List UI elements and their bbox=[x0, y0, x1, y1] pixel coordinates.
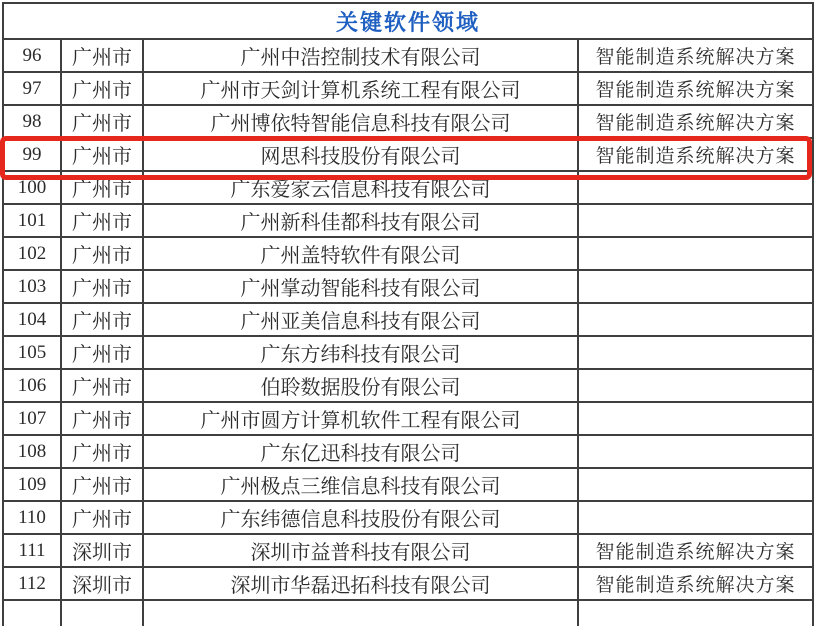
table-row bbox=[3, 402, 813, 435]
company-name-cell: 广东纬德信息科技股份有限公司 bbox=[143, 501, 578, 534]
solution-cell bbox=[578, 501, 813, 534]
company-name-cell: 深圳市华磊迅拓科技有限公司 bbox=[143, 567, 578, 600]
row-number-cell: 96 bbox=[3, 39, 61, 72]
city-cell: 广州市 bbox=[61, 138, 143, 171]
row-number-cell: 108 bbox=[3, 435, 61, 468]
table-row bbox=[3, 39, 813, 72]
company-name-cell: 广东亿迅科技有限公司 bbox=[143, 435, 578, 468]
row-number-cell: 98 bbox=[3, 105, 61, 138]
row-number-cell: 102 bbox=[3, 237, 61, 270]
city-cell: 深圳市 bbox=[61, 534, 143, 567]
row-number-cell: 101 bbox=[3, 204, 61, 237]
solution-cell: 智能制造系统解决方案 bbox=[578, 72, 813, 105]
row-number-cell: 100 bbox=[3, 171, 61, 204]
solution-cell bbox=[578, 204, 813, 237]
company-name-cell: 广州掌动智能科技有限公司 bbox=[143, 270, 578, 303]
city-cell: 广州市 bbox=[61, 369, 143, 402]
city-cell: 广州市 bbox=[61, 402, 143, 435]
solution-cell bbox=[578, 336, 813, 369]
company-name-cell: 伯聆数据股份有限公司 bbox=[143, 369, 578, 402]
table-row bbox=[3, 270, 813, 303]
city-cell: 广州市 bbox=[61, 270, 143, 303]
solution-cell bbox=[578, 369, 813, 402]
row-number-cell: 104 bbox=[3, 303, 61, 336]
solution-cell bbox=[578, 600, 813, 626]
city-cell: 广州市 bbox=[61, 105, 143, 138]
solution-cell bbox=[578, 237, 813, 270]
city-cell: 广州市 bbox=[61, 39, 143, 72]
city-cell: 广州市 bbox=[61, 204, 143, 237]
city-cell: 广州市 bbox=[61, 501, 143, 534]
solution-cell bbox=[578, 468, 813, 501]
company-name-cell: 广州市圆方计算机软件工程有限公司 bbox=[143, 402, 578, 435]
table-row bbox=[3, 435, 813, 468]
company-name-cell: 广东爱家云信息科技有限公司 bbox=[143, 171, 578, 204]
row-number-cell: 103 bbox=[3, 270, 61, 303]
table-row bbox=[3, 468, 813, 501]
solution-cell bbox=[578, 270, 813, 303]
table-row bbox=[3, 72, 813, 105]
company-name-cell: 广州市天剑计算机系统工程有限公司 bbox=[143, 72, 578, 105]
partial-table-row bbox=[3, 600, 813, 626]
row-number-cell bbox=[3, 600, 61, 626]
table-row bbox=[3, 501, 813, 534]
company-name-cell: 广州博依特智能信息科技有限公司 bbox=[143, 105, 578, 138]
row-number-cell: 112 bbox=[3, 567, 61, 600]
row-number-cell: 106 bbox=[3, 369, 61, 402]
city-cell: 广州市 bbox=[61, 72, 143, 105]
table-row bbox=[3, 204, 813, 237]
city-cell: 广州市 bbox=[61, 336, 143, 369]
table-row bbox=[3, 534, 813, 567]
company-name-cell: 广州中浩控制技术有限公司 bbox=[143, 39, 578, 72]
company-name-cell: 广东方纬科技有限公司 bbox=[143, 336, 578, 369]
solution-cell bbox=[578, 402, 813, 435]
row-number-cell: 99 bbox=[3, 138, 61, 171]
key-software-table bbox=[2, 2, 814, 626]
table-row bbox=[3, 105, 813, 138]
company-name-cell: 深圳市益普科技有限公司 bbox=[143, 534, 578, 567]
title-row bbox=[3, 3, 813, 39]
company-name-cell: 广州极点三维信息科技有限公司 bbox=[143, 468, 578, 501]
company-name-cell: 网思科技股份有限公司 bbox=[143, 138, 578, 171]
row-number-cell: 107 bbox=[3, 402, 61, 435]
city-cell: 广州市 bbox=[61, 237, 143, 270]
table-row bbox=[3, 237, 813, 270]
company-name-cell: 广州盖特软件有限公司 bbox=[143, 237, 578, 270]
solution-cell: 智能制造系统解决方案 bbox=[578, 138, 813, 171]
solution-cell bbox=[578, 171, 813, 204]
table-title: 关键软件领域 bbox=[3, 3, 813, 39]
solution-cell bbox=[578, 435, 813, 468]
table-row bbox=[3, 336, 813, 369]
city-cell: 广州市 bbox=[61, 435, 143, 468]
company-name-cell: 广州新科佳都科技有限公司 bbox=[143, 204, 578, 237]
city-cell: 广州市 bbox=[61, 468, 143, 501]
table-row bbox=[3, 303, 813, 336]
solution-cell: 智能制造系统解决方案 bbox=[578, 39, 813, 72]
city-cell: 深圳市 bbox=[61, 567, 143, 600]
solution-cell bbox=[578, 303, 813, 336]
table-row bbox=[3, 171, 813, 204]
company-name-cell bbox=[143, 600, 578, 626]
row-number-cell: 111 bbox=[3, 534, 61, 567]
table-body bbox=[3, 39, 813, 626]
solution-cell: 智能制造系统解决方案 bbox=[578, 105, 813, 138]
city-cell bbox=[61, 600, 143, 626]
solution-cell: 智能制造系统解决方案 bbox=[578, 534, 813, 567]
table-row bbox=[3, 138, 813, 171]
solution-cell: 智能制造系统解决方案 bbox=[578, 567, 813, 600]
row-number-cell: 97 bbox=[3, 72, 61, 105]
row-number-cell: 105 bbox=[3, 336, 61, 369]
table-row bbox=[3, 369, 813, 402]
company-name-cell: 广州亚美信息科技有限公司 bbox=[143, 303, 578, 336]
row-number-cell: 109 bbox=[3, 468, 61, 501]
row-number-cell: 110 bbox=[3, 501, 61, 534]
table-row bbox=[3, 567, 813, 600]
city-cell: 广州市 bbox=[61, 171, 143, 204]
city-cell: 广州市 bbox=[61, 303, 143, 336]
